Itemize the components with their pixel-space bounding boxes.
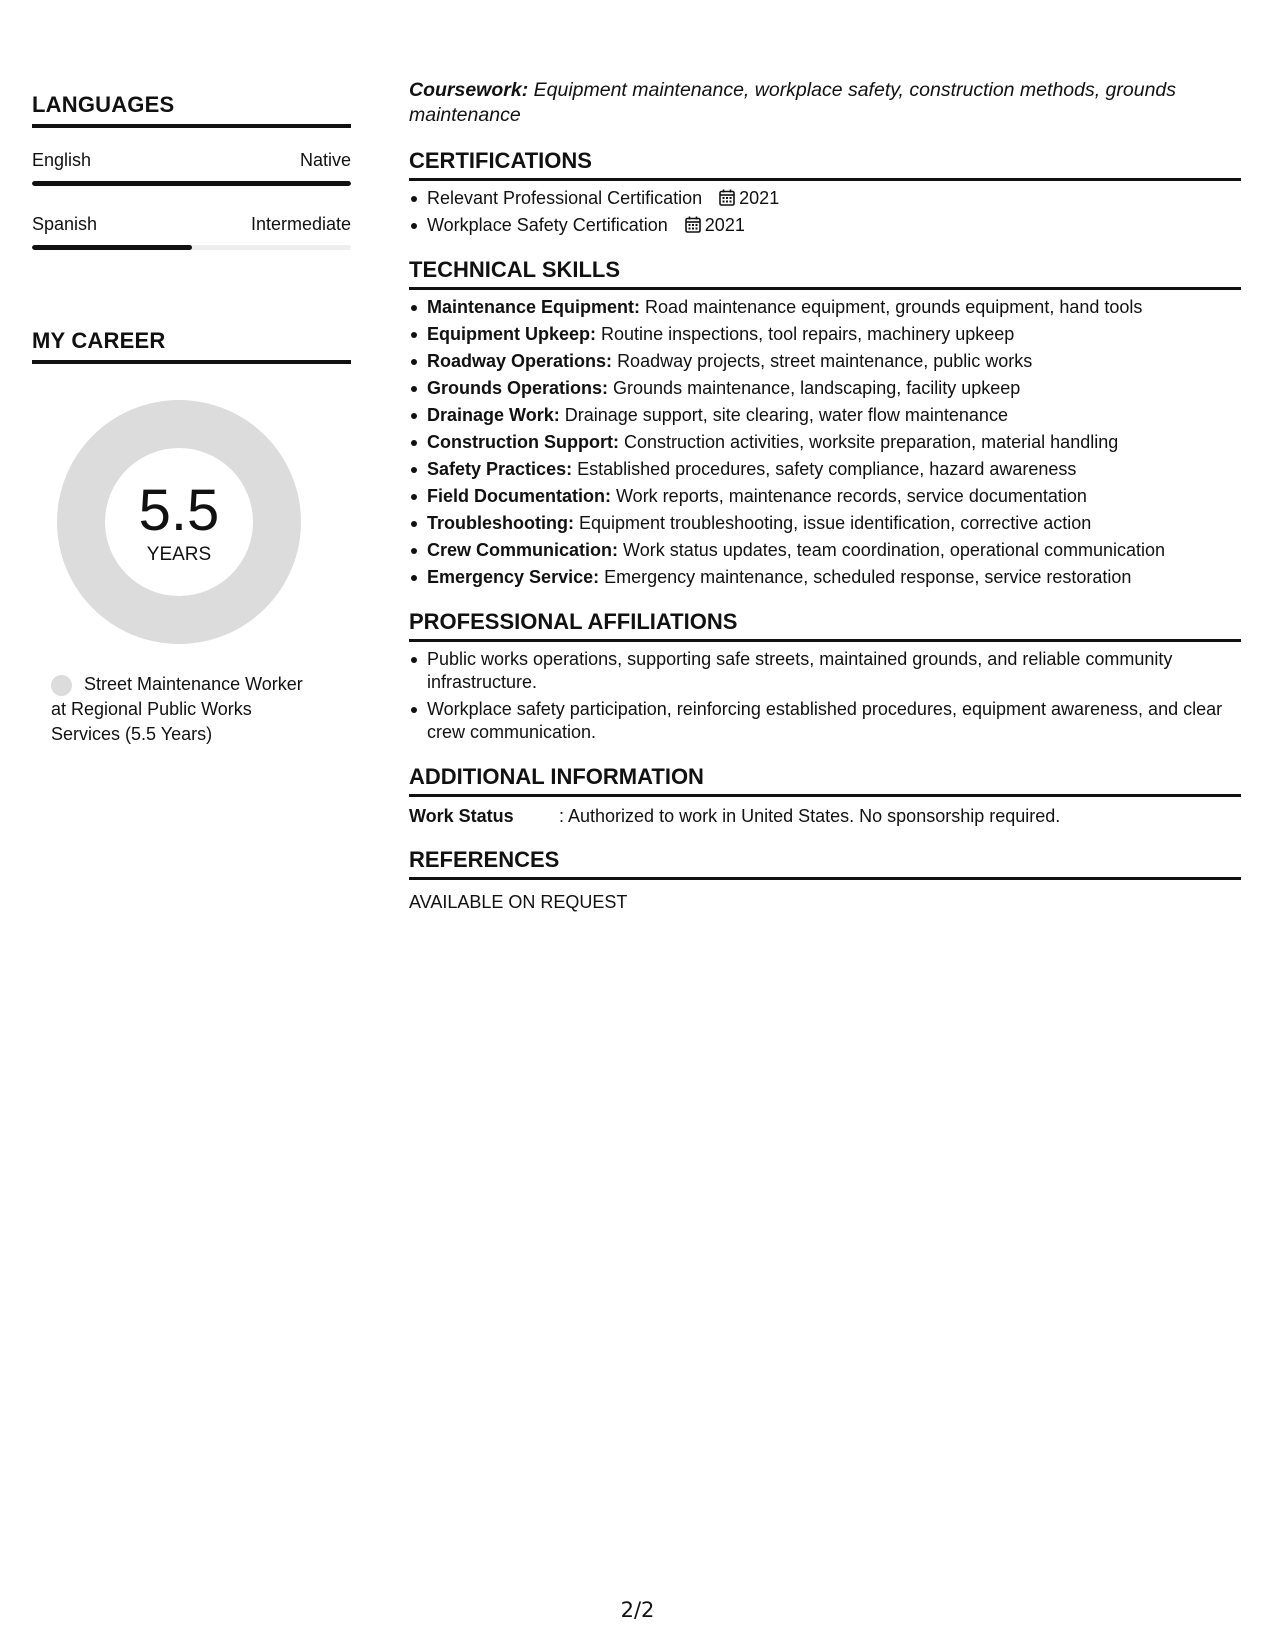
certification-name: Workplace Safety Certification: [427, 215, 668, 235]
certification-year: 2021: [739, 188, 780, 208]
skill-text: Road maintenance equipment, grounds equipment, hand tools: [645, 297, 1143, 317]
skill-text: Emergency maintenance, scheduled response, service restoration: [604, 567, 1132, 587]
career-years-label: YEARS: [146, 544, 212, 565]
work-status-value: : Authorized to work in United States. No sponsorship required.: [559, 806, 1061, 826]
skill-item: [409, 566, 1241, 589]
certification-name: Relevant Professional Certification: [427, 188, 703, 208]
skill-label: Roadway Operations:: [427, 351, 613, 371]
coursework: [409, 78, 1241, 128]
certification-year: 2021: [704, 215, 745, 235]
language-proficiency-bar: [32, 245, 351, 250]
career-years-center: [105, 448, 253, 596]
coursework-label: Coursework:: [409, 79, 529, 101]
skill-text: Drainage support, site clearing, water flow maintenance: [564, 405, 1008, 425]
languages-heading: LANGUAGES: [32, 92, 351, 128]
skill-text: Work reports, maintenance records, service documentation: [616, 486, 1087, 506]
language-name: English: [32, 150, 92, 170]
technical-skills-heading: TECHNICAL SKILLS: [409, 257, 1241, 290]
skill-item: [409, 377, 1241, 400]
work-status-key: Work Status: [409, 806, 514, 826]
technical-skills-list: [409, 296, 1241, 589]
career-legend-dot: [51, 675, 72, 696]
certification-item: [409, 214, 1241, 237]
additional-info-section: [409, 764, 1241, 827]
sidebar: [32, 92, 351, 747]
language-item-english: [32, 150, 351, 186]
skill-item: [409, 485, 1241, 508]
skill-item: [409, 404, 1241, 427]
skill-text: Roadway projects, street maintenance, public works: [617, 351, 1033, 371]
certification-item: [409, 187, 1241, 210]
language-level: Intermediate: [250, 214, 351, 234]
skill-text: Grounds maintenance, landscaping, facility upkeep: [613, 378, 1021, 398]
language-level: Native: [299, 150, 351, 170]
language-name: Spanish: [32, 214, 98, 234]
skill-text: Routine inspections, tool repairs, machinery upkeep: [601, 324, 1015, 344]
skill-label: Grounds Operations:: [427, 378, 609, 398]
calendar-icon: [719, 189, 735, 206]
skill-text: Established procedures, safety compliance, hazard awareness: [577, 459, 1077, 479]
skill-label: Equipment Upkeep:: [427, 324, 597, 344]
skill-label: Drainage Work:: [427, 405, 560, 425]
language-proficiency-fill: [32, 245, 192, 250]
skill-label: Safety Practices:: [427, 459, 573, 479]
career-heading: MY CAREER: [32, 328, 351, 364]
career-years-value: 5.5: [138, 478, 220, 543]
skill-text: Work status updates, team coordination, operational communication: [623, 540, 1165, 560]
affiliation-item: Workplace safety participation, reinforcing established procedures, equipment awareness, and clear crew communication.: [409, 698, 1241, 744]
skill-label: Construction Support:: [427, 432, 619, 452]
skill-item: [409, 431, 1241, 454]
skill-item: [409, 512, 1241, 535]
affiliations-heading: PROFESSIONAL AFFILIATIONS: [409, 609, 1241, 642]
page-number: 2/2: [620, 1598, 655, 1622]
certifications-heading: CERTIFICATIONS: [409, 148, 1241, 181]
career-years-donut: [57, 400, 301, 644]
skill-item: [409, 539, 1241, 562]
skill-label: Troubleshooting:: [427, 513, 574, 533]
career-entry: [51, 672, 321, 747]
career-entry-text: Street Maintenance Worker at Regional Public Works Services (5.5 Years): [51, 674, 303, 744]
skill-text: Construction activities, worksite preparation, material handling: [624, 432, 1119, 452]
affiliations-section: [409, 609, 1241, 744]
additional-info-heading: ADDITIONAL INFORMATION: [409, 764, 1241, 797]
skill-text: Equipment troubleshooting, issue identification, corrective action: [579, 513, 1092, 533]
main-content: [409, 78, 1241, 913]
skill-item: [409, 296, 1241, 319]
skill-label: Crew Communication:: [427, 540, 619, 560]
references-section: [409, 847, 1241, 913]
work-status-row: [409, 805, 1241, 827]
coursework-text: Equipment maintenance, workplace safety, construction methods, grounds maintenance: [409, 79, 1177, 126]
language-proficiency-fill: [32, 181, 351, 186]
skill-item: [409, 323, 1241, 346]
references-text: AVAILABLE ON REQUEST: [409, 892, 628, 912]
skill-item: [409, 458, 1241, 481]
skill-label: Emergency Service:: [427, 567, 600, 587]
language-proficiency-bar: [32, 181, 351, 186]
technical-skills-section: [409, 257, 1241, 589]
skill-item: [409, 350, 1241, 373]
calendar-icon: [685, 216, 701, 233]
references-heading: REFERENCES: [409, 847, 1241, 880]
skill-label: Field Documentation:: [427, 486, 611, 506]
skill-label: Maintenance Equipment:: [427, 297, 641, 317]
affiliations-list: [409, 648, 1241, 744]
language-item-spanish: [32, 214, 351, 250]
certifications-section: [409, 148, 1241, 237]
affiliation-item: Public works operations, supporting safe streets, maintained grounds, and reliable community infrastructure.: [409, 648, 1241, 694]
